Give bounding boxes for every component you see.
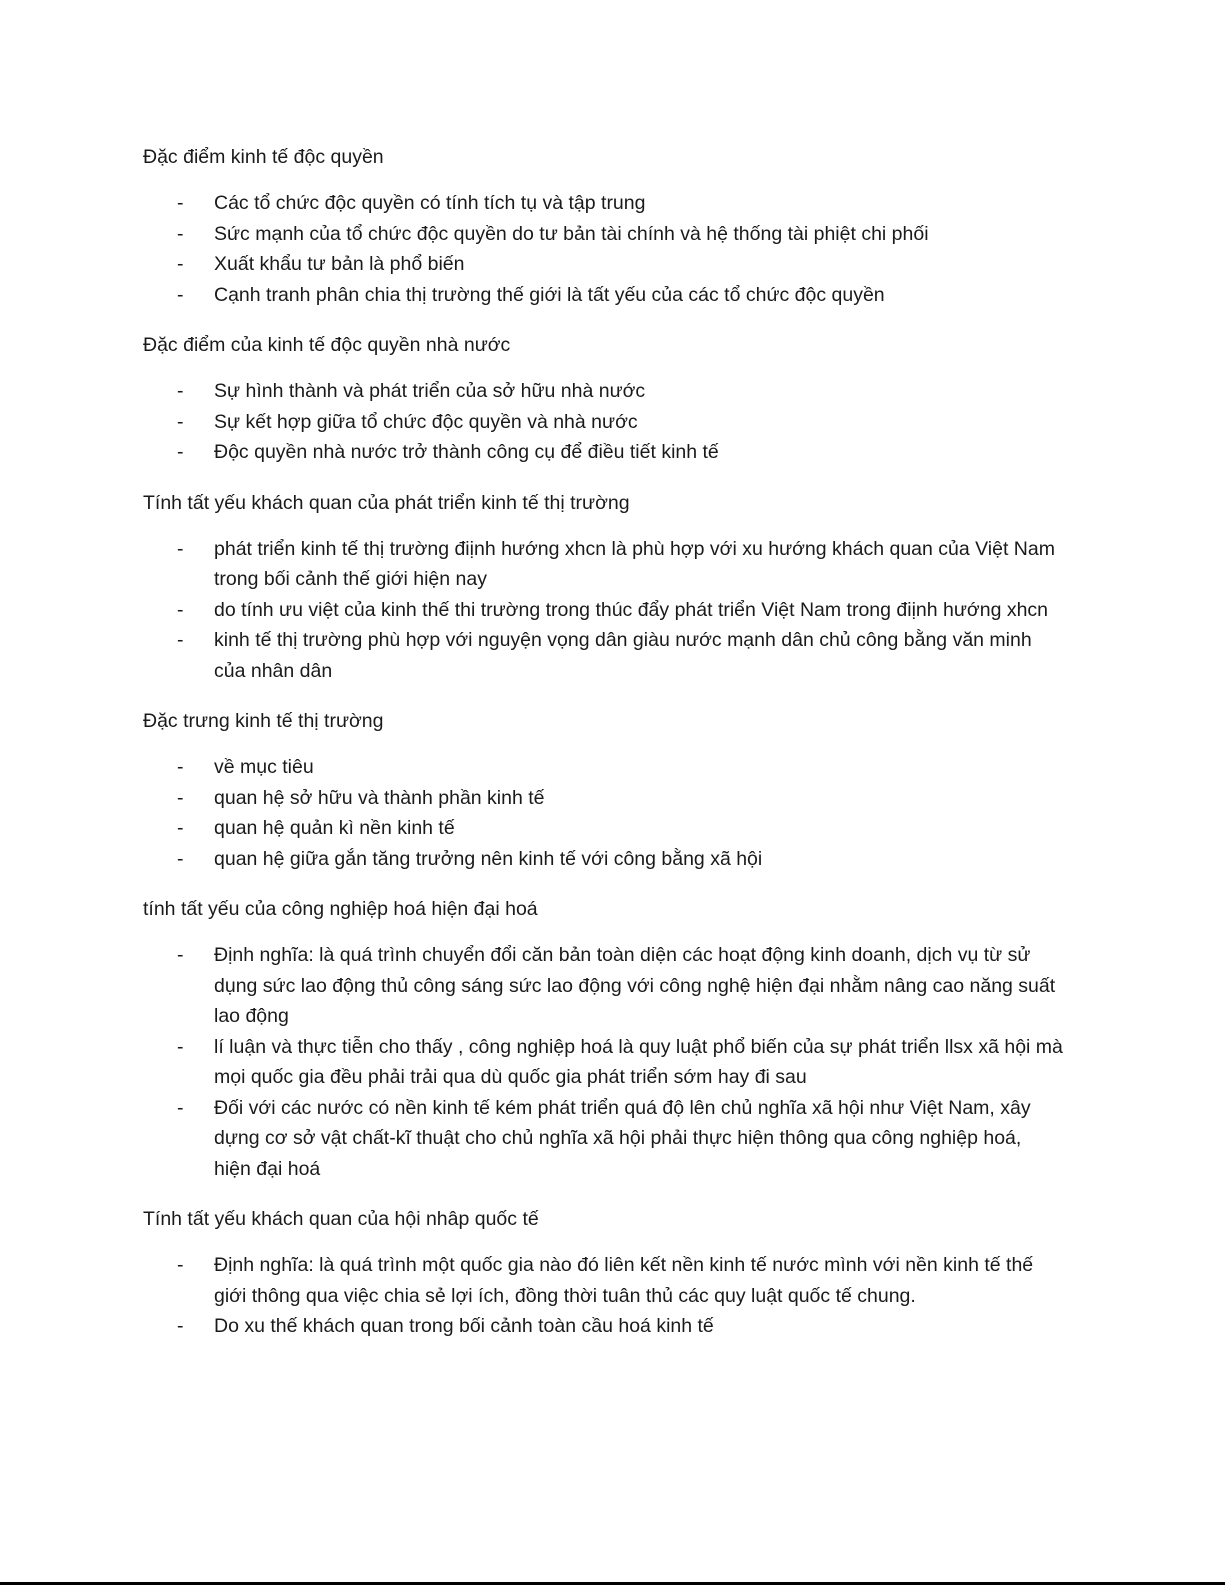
bullet-text: lí luận và thực tiễn cho thấy , công nghiệp hoá là quy luật phổ biến của sự phát triển llsx xã hội mà mọi quốc gia đều phải trải qua dù quốc gia phát triển sớm hay đi sau [214,1035,1063,1088]
bullet-item [143,752,1063,783]
bullet-dash: - [177,756,184,778]
bullet-text: Định nghĩa: là quá trình chuyển đổi căn bản toàn diện các hoạt động kinh doanh, dịch vụ từ sử dụng sức lao động thủ công sáng sức lao động với công nghệ hiện đại nhằm nâng cao năng suất lao động [214,944,1056,1027]
section [143,706,1063,874]
bullet-dash: - [177,1096,184,1119]
bullet-text: Xuất khẩu tư bản là phổ biến [214,253,465,275]
bullet-text: Do xu thế khách quan trong bối cảnh toàn cầu hoá kinh tế [214,1315,714,1337]
bullet-dash: - [177,847,184,870]
section [143,1204,1063,1342]
bullet-item [143,1032,1063,1093]
bullet-item [143,1250,1063,1311]
bullet-item [143,534,1063,595]
bullet-text: quan hệ giữa gắn tăng trưởng nên kinh tế với công bằng xã hội [214,847,763,870]
bullet-text: do tính ưu việt của kinh thế thi trường trong thúc đẩy phát triển Việt Nam trong điịnh hướng xhcn [214,598,1049,621]
section [143,894,1063,1184]
bullet-item [143,437,1063,468]
bullet-dash: - [177,253,184,275]
bullet-text: Các tổ chức độc quyền có tính tích tụ và tập trung [214,192,646,214]
bullet-list [143,752,1063,874]
bullet-dash: - [177,222,184,245]
bullet-item [143,188,1063,219]
section-heading: Đặc điểm kinh tế độc quyền [143,146,384,168]
bullet-text: kinh tế thị trường phù hợp với nguyện vọng dân giàu nước mạnh dân chủ công bằng văn minh của nhân dân [214,629,1032,682]
section-heading: tính tất yếu của công nghiệp hoá hiện đại hoá [143,898,538,920]
bullet-dash: - [177,598,184,621]
bullet-list [143,940,1063,1184]
bullet-dash: - [177,944,184,966]
section [143,488,1063,687]
bullet-dash: - [177,410,184,433]
bullet-text: quan hệ quản kì nền kinh tế [214,817,455,839]
bullet-item [143,280,1063,311]
bullet-item [143,376,1063,407]
bullet-item [143,595,1063,626]
bullet-list [143,188,1063,310]
bullet-dash: - [177,629,184,651]
bullet-dash: - [177,380,184,402]
bullet-item [143,1311,1063,1342]
bullet-dash: - [177,537,184,560]
bullet-dash: - [177,1254,184,1276]
bullet-text: Sức mạnh của tổ chức độc quyền do tư bản tài chính và hệ thống tài phiệt chi phối [214,222,929,245]
bullet-dash: - [177,192,184,214]
bullet-item [143,249,1063,280]
bullet-list [143,376,1063,468]
section-heading: Đặc điểm của kinh tế độc quyền nhà nước [143,334,511,356]
bullet-list [143,1250,1063,1342]
bullet-text: phát triển kinh tế thị trường điịnh hướng xhcn là phù hợp với xu hướng khách quan của Việt Nam trong bối cảnh thế giới hiện nay [214,537,1055,590]
bullet-item [143,813,1063,844]
bullet-item [143,219,1063,250]
bullet-item [143,783,1063,814]
section-heading: Tính tất yếu khách quan của hội nhâp quốc tế [143,1208,539,1230]
bullet-text: Sự kết hợp giữa tổ chức độc quyền và nhà nước [214,410,638,433]
bullet-dash: - [177,283,184,306]
bullet-text: Sự hình thành và phát triển của sở hữu nhà nước [214,380,646,402]
bullet-list [143,534,1063,687]
bullet-text: Định nghĩa: là quá trình một quốc gia nào đó liên kết nền kinh tế nước mình với nền kinh tế thế giới thông qua việc chia sẻ lợi ích, đồng thời tuân thủ các quy luật quốc tế chung. [214,1254,1034,1307]
bullet-item [143,844,1063,875]
bullet-text: Đối với các nước có nền kinh tế kém phát triển quá độ lên chủ nghĩa xã hội như Việt Nam, xây dựng cơ sở vật chất-kĩ thuật cho chủ nghĩa xã hội phải thực hiện thông qua công nghiệp hoá, hiện đại hoá [214,1096,1031,1180]
section-heading: Tính tất yếu khách quan của phát triển kinh tế thị trường [143,491,630,514]
bullet-text: Cạnh tranh phân chia thị trường thế giới là tất yếu của các tổ chức độc quyền [214,283,885,306]
bullet-text: Độc quyền nhà nước trở thành công cụ để điều tiết kinh tế [214,441,719,463]
bullet-dash: - [177,441,184,463]
bullet-item [143,940,1063,1032]
document-body [143,142,1063,1362]
section-heading: Đặc trưng kinh tế thị trường [143,710,384,732]
bullet-item [143,407,1063,438]
bullet-text: về mục tiêu [214,756,314,778]
bullet-dash: - [177,1315,184,1337]
bullet-dash: - [177,786,184,809]
bullet-text: quan hệ sở hữu và thành phần kinh tế [214,786,545,809]
bullet-dash: - [177,1035,184,1058]
bullet-dash: - [177,817,184,839]
section [143,142,1063,310]
bullet-item [143,625,1063,686]
section [143,330,1063,468]
bullet-item [143,1093,1063,1185]
